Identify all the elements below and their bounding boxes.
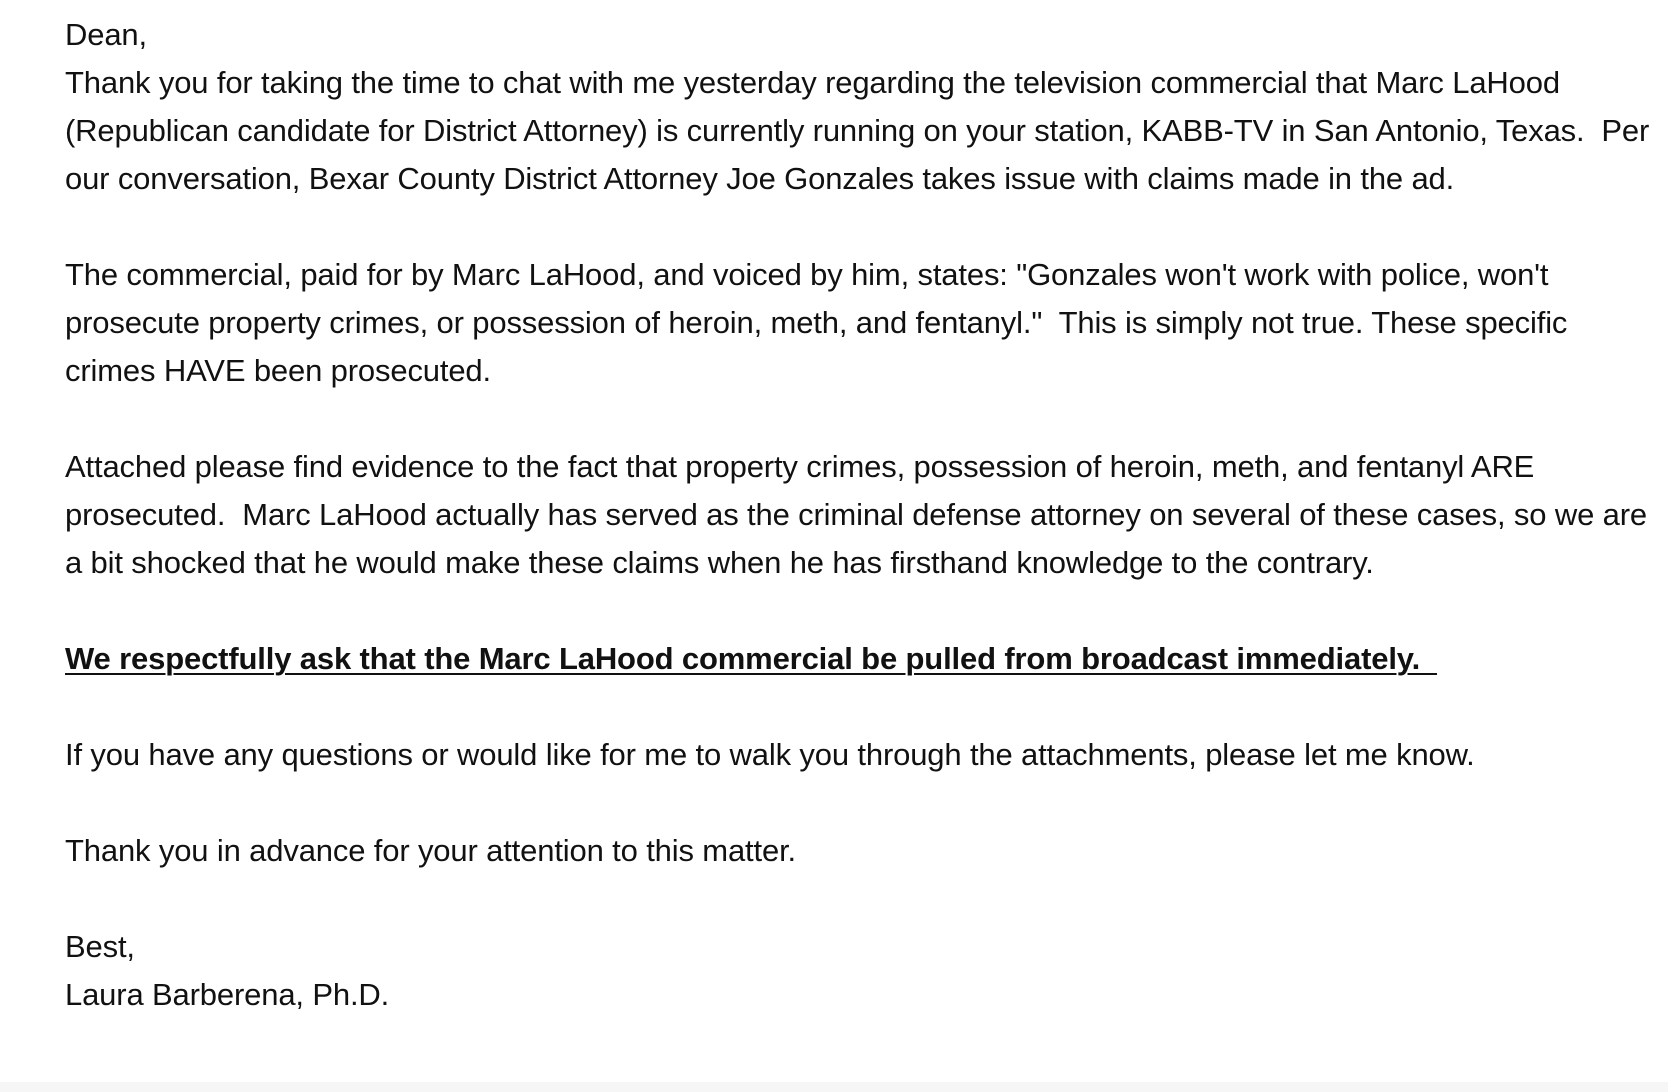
- paragraph-spacer: [65, 875, 1660, 923]
- email-body: [65, 11, 1660, 1019]
- paragraph-evidence: Attached please find evidence to the fact that property crimes, possession of heroin, meth, and fentanyl ARE prosecuted. Marc LaHood actually has served as the criminal defense attorney on several of these cases, so we are a bit shocked that he would make these claims when he has firsthand knowledge to the contrary.: [65, 449, 1656, 580]
- sign-off: Best,: [65, 929, 135, 964]
- paragraph-questions: If you have any questions or would like for me to walk you through the attachments, please let me know.: [65, 737, 1475, 772]
- paragraph-spacer: [65, 203, 1660, 251]
- greeting: Dean,: [65, 17, 147, 52]
- paragraph-spacer: [65, 779, 1660, 827]
- signature-name: Laura Barberena, Ph.D.: [65, 977, 390, 1012]
- paragraph-spacer: [65, 683, 1660, 731]
- paragraph-spacer: [65, 587, 1660, 635]
- request-statement: We respectfully ask that the Marc LaHood commercial be pulled from broadcast immediately.: [65, 641, 1437, 676]
- paragraph-thanks: Thank you in advance for your attention to this matter.: [65, 833, 796, 868]
- paragraph-commercial-claim: The commercial, paid for by Marc LaHood, and voiced by him, states: "Gonzales won't work with police, won't prosecute property crimes, or possession of heroin, meth, and fentanyl." This is simply not true. These specific crimes HAVE been prosecuted.: [65, 257, 1576, 388]
- paragraph-spacer: [65, 395, 1660, 443]
- paragraph-intro: Thank you for taking the time to chat with me yesterday regarding the television commercial that Marc LaHood (Republican candidate for District Attorney) is currently running on your station, KABB-TV in San Antonio, Texas. Per our conversation, Bexar County District Attorney Joe Gonzales takes issue with claims made in the ad.: [65, 65, 1658, 196]
- bottom-divider: [0, 1082, 1668, 1092]
